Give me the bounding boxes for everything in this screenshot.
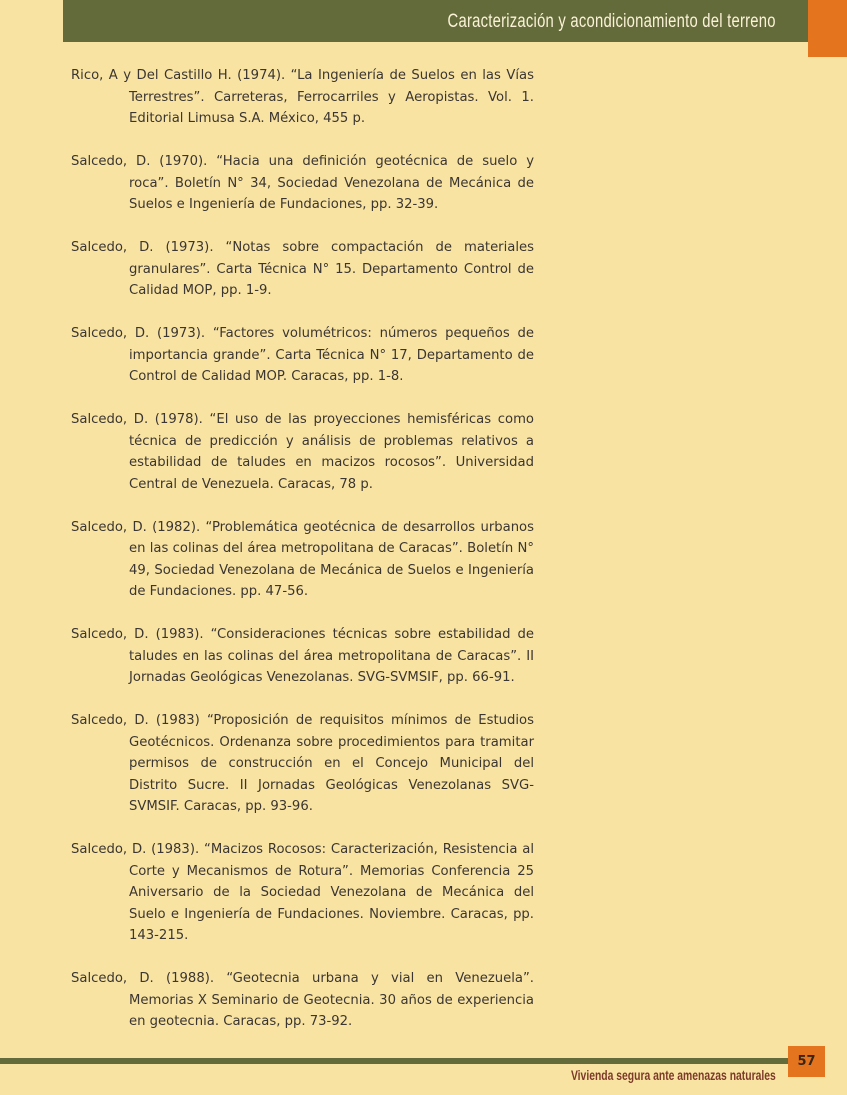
reference-entry: Salcedo, D. (1983). “Consideraciones técnicas sobre estabilidad de taludes en las colinas del área metropolitana de Caracas”. II Jornadas Geológicas Venezolanas. SVG-SVMSIF, pp. 66-91. bbox=[71, 627, 534, 685]
footer-rule bbox=[0, 1058, 790, 1064]
header-band bbox=[63, 0, 828, 42]
reference-entry: Salcedo, D. (1973). “Factores volumétricos: números pequeños de importancia grande”. Carta Técnica N° 17, Departamento de Control de Calidad MOP. Caracas, pp. 1-8. bbox=[71, 326, 534, 384]
reference-entry: Salcedo, D. (1983) “Proposición de requisitos mínimos de Estudios Geotécnicos. Ordenanza sobre procedimientos para tramitar permisos de construcción en el Concejo Municipal del Distrito Sucre. II Jornadas Geológicas Venezolanas SVG-SVMSIF. Caracas, pp. 93-96. bbox=[71, 713, 534, 814]
reference-list bbox=[71, 65, 534, 1054]
running-footer-title: Vivienda segura ante amenazas naturales bbox=[571, 1067, 776, 1083]
running-header-title: Caracterización y acondicionamiento del terreno bbox=[447, 11, 776, 32]
reference-entry: Salcedo, D. (1982). “Problemática geotécnica de desarrollos urbanos en las colinas del área metropolitana de Caracas”. Boletín N° 49, Sociedad Venezolana de Mecánica de Suelos e Ingeniería de Fundaciones. pp. 47-56. bbox=[71, 519, 534, 599]
corner-accent-tab bbox=[808, 0, 847, 57]
reference-entry: Salcedo, D. (1970). “Hacia una definición geotécnica de suelo y roca”. Boletín N° 34, Sociedad Venezolana de Mecánica de Suelos e Ingeniería de Fundaciones, pp. 32-39. bbox=[71, 154, 534, 212]
page-number-badge: 57 bbox=[788, 1046, 825, 1077]
reference-entry: Salcedo, D. (1983). “Macizos Rocosos: Caracterización, Resistencia al Corte y Mecanismos de Rotura”. Memorias Conferencia 25 Aniversario de la Sociedad Venezolana de Mecánica del Suelo e Ingeniería de Fundaciones. Noviembre. Caracas, pp. 143-215. bbox=[71, 842, 534, 943]
reference-entry: Rico, A y Del Castillo H. (1974). “La Ingeniería de Suelos en las Vías Terrestres”. Carreteras, Ferrocarriles y Aeropistas. Vol. 1. Editorial Limusa S.A. México, 455 p. bbox=[71, 68, 534, 126]
reference-entry: Salcedo, D. (1973). “Notas sobre compactación de materiales granulares”. Carta Técnica N° 15. Departamento Control de Calidad MOP, pp. 1-9. bbox=[71, 240, 534, 298]
reference-entry: Salcedo, D. (1978). “El uso de las proyecciones hemisféricas como técnica de predicción y análisis de problemas relativos a estabilidad de taludes en macizos rocosos”. Universidad Central de Venezuela. Caracas, 78 p. bbox=[71, 412, 534, 492]
reference-entry: Salcedo, D. (1988). “Geotecnia urbana y vial en Venezuela”. Memorias X Seminario de Geotecnia. 30 años de experiencia en geotecnia. Caracas, pp. 73-92. bbox=[71, 971, 534, 1029]
